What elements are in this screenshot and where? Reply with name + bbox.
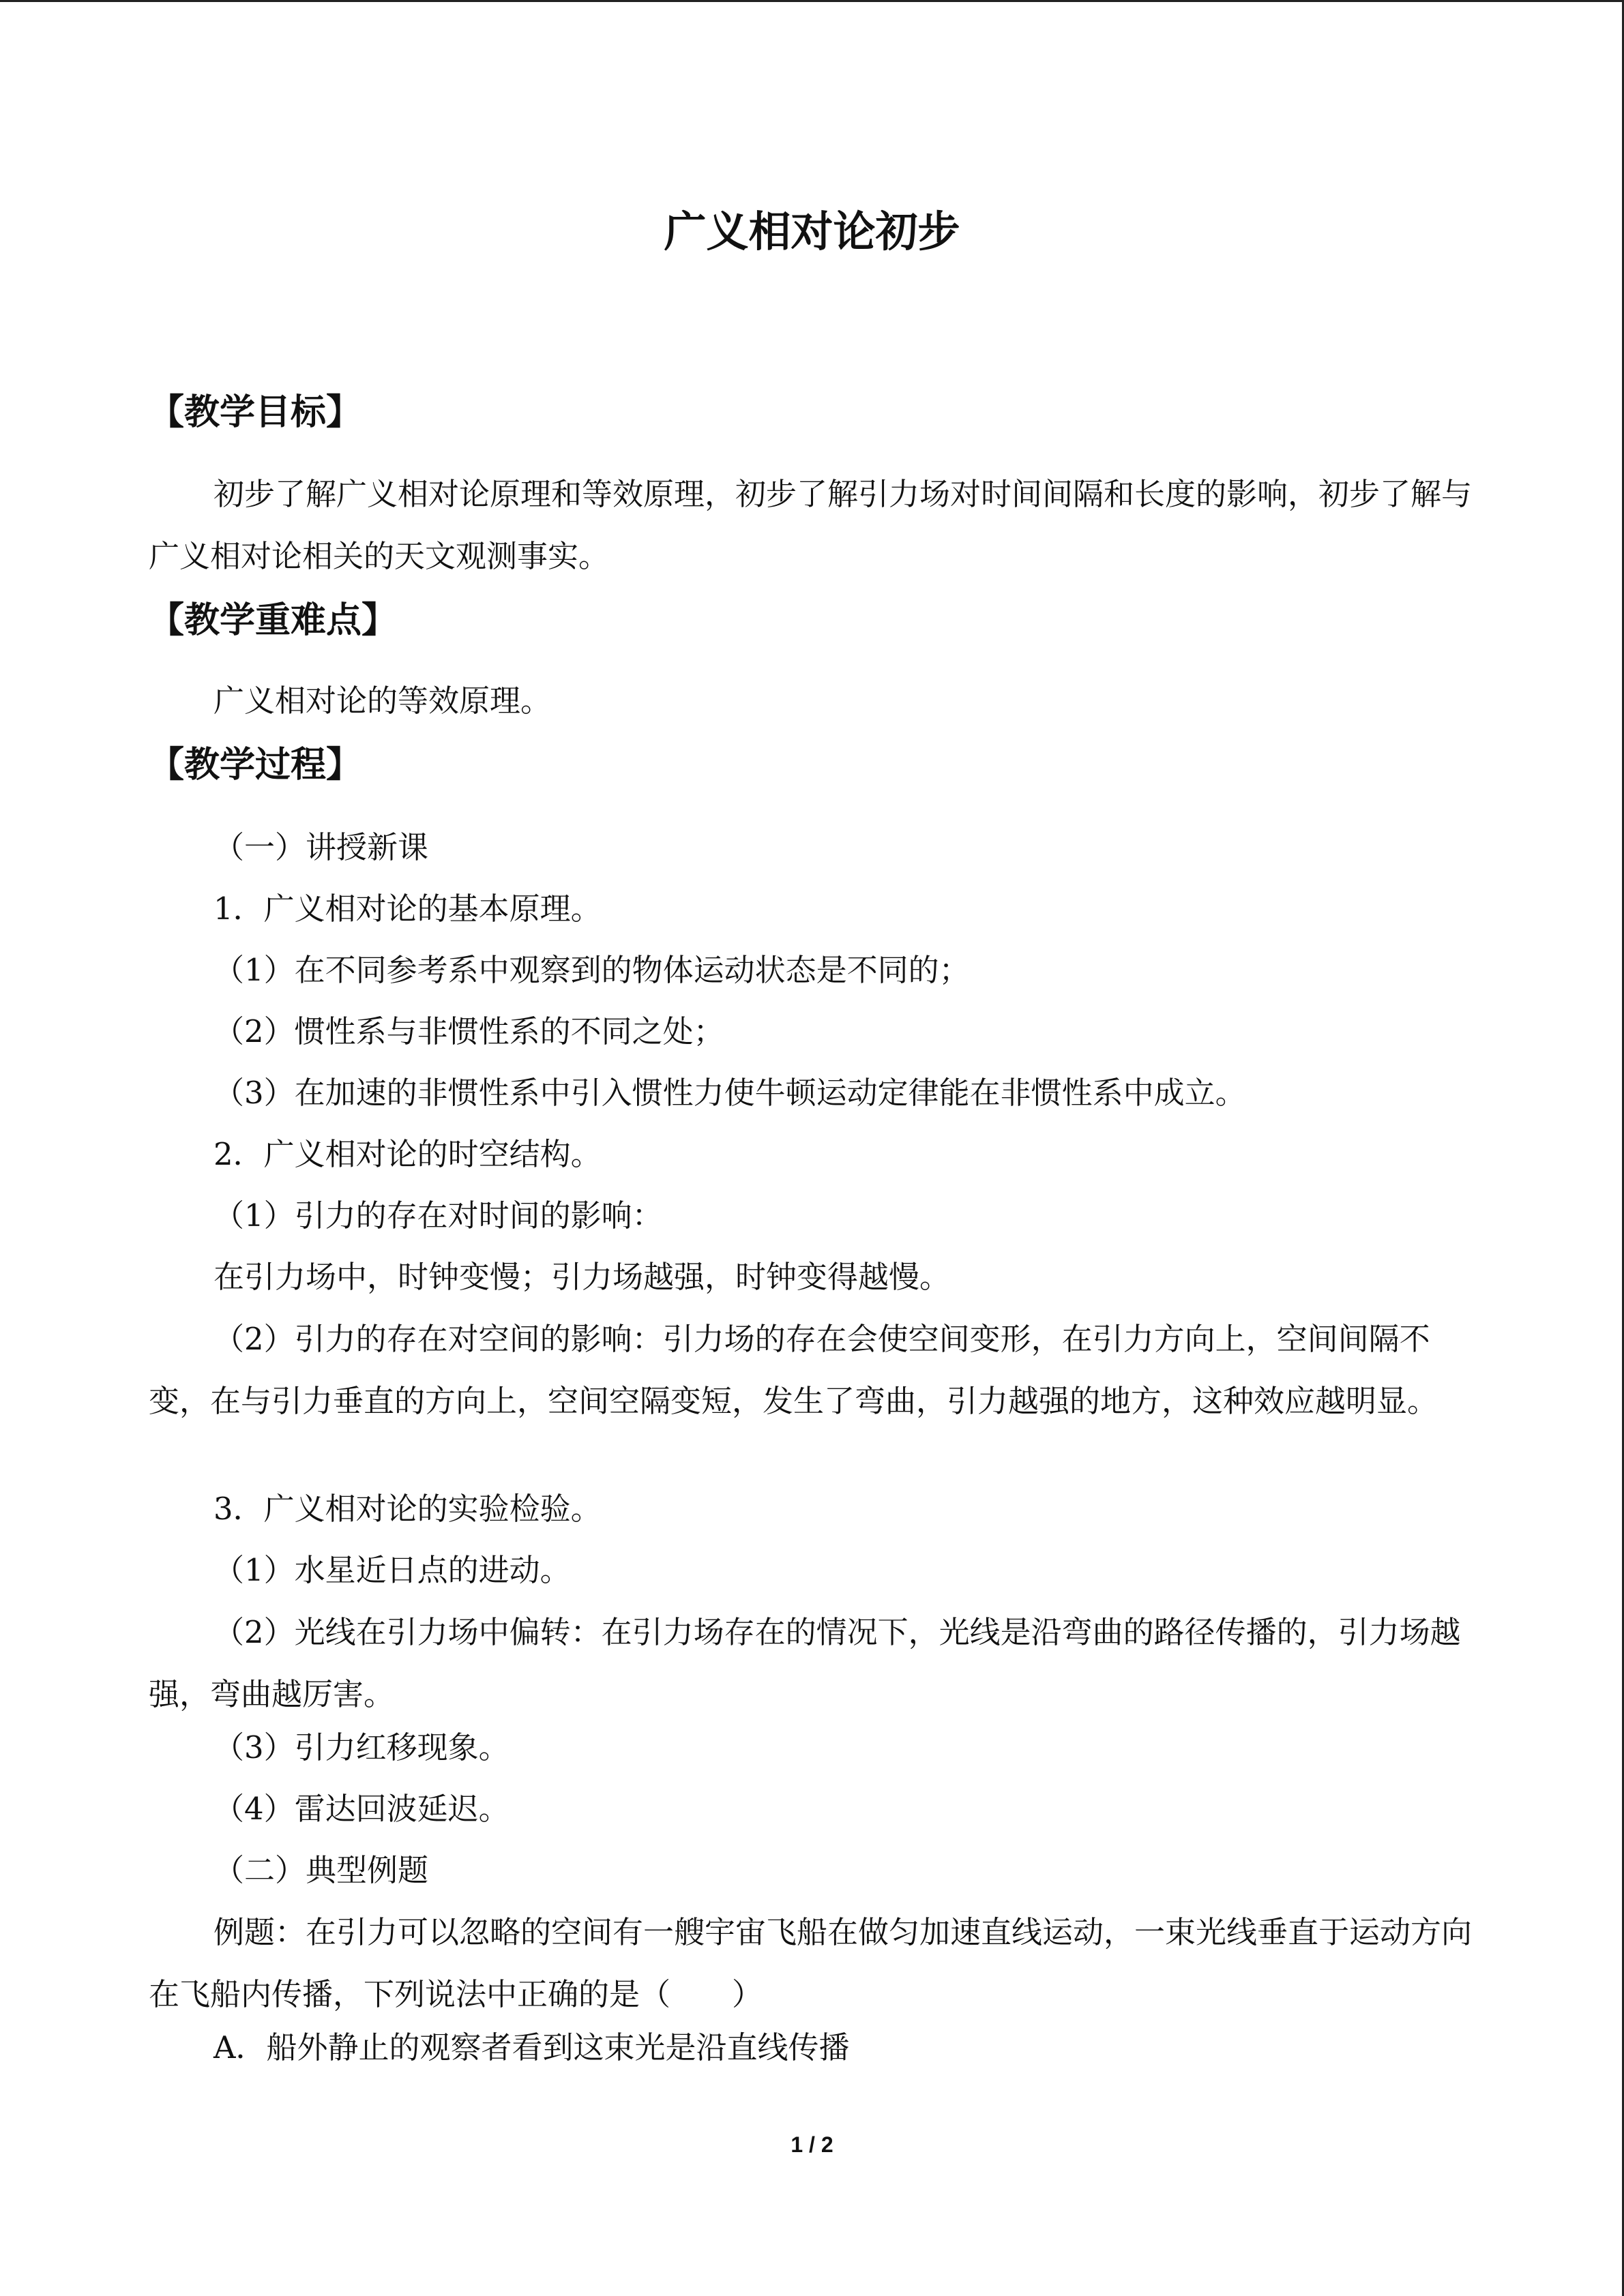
- process-point-2: 2．广义相对论的时空结构。: [213, 1136, 602, 1172]
- example-option-a: A．船外静止的观察者看到这束光是沿直线传播: [213, 2029, 850, 2066]
- process-point-2-1: （1）引力的存在对时间的影响：: [213, 1197, 663, 1234]
- page-number: 1 / 2: [791, 2132, 833, 2157]
- process-point-3-3: （3）引力红移现象。: [213, 1729, 510, 1765]
- process-point-3-4: （4）雷达回波延迟。: [213, 1791, 510, 1827]
- process-point-1-2: （2）惯性系与非惯性系的不同之处；: [213, 1013, 724, 1049]
- process-subsection-new-lesson: （一）讲授新课: [213, 829, 429, 865]
- process-point-3-1: （1）水星近日点的进动。: [213, 1552, 571, 1588]
- process-point-3: 3．广义相对论的实验检验。: [213, 1491, 602, 1527]
- page-top-border: [0, 0, 1624, 2]
- process-subsection-examples: （二）典型例题: [213, 1852, 429, 1888]
- process-point-1-1: （1）在不同参考系中观察到的物体运动状态是不同的；: [213, 952, 970, 988]
- process-point-2-2: （2）引力的存在对空间的影响：引力场的存在会使空间变形，在引力方向上，空间间隔不变，在与引力垂直的方向上，空间空隔变短，发生了弯曲，引力越强的地方，这种效应越明显。: [149, 1321, 1438, 1419]
- process-point-3-2: （2）光线在引力场中偏转：在引力场存在的情况下，光线是沿弯曲的路径传播的，引力场越强，弯曲越厉害。: [149, 1614, 1461, 1712]
- heading-key-points: 【教学重难点】: [149, 600, 398, 641]
- paragraph-key-points: 广义相对论的等效原理。: [213, 683, 552, 719]
- heading-teaching-goals: 【教学目标】: [149, 392, 362, 433]
- document-title: 广义相对论初步: [664, 207, 960, 256]
- process-point-1: 1．广义相对论的基本原理。: [213, 891, 602, 927]
- heading-teaching-process: 【教学过程】: [149, 745, 362, 786]
- process-point-1-3: （3）在加速的非惯性系中引入惯性力使牛顿运动定律能在非惯性系中成立。: [213, 1075, 1246, 1111]
- process-point-2-1-detail: 在引力场中，时钟变慢；引力场越强，时钟变得越慢。: [213, 1259, 951, 1295]
- example-question: 例题：在引力可以忽略的空间有一艘宇宙飞船在做匀加速直线运动，一束光线垂直于运动方向在飞船内传播，下列说法中正确的是（ ）: [149, 1914, 1473, 2012]
- paragraph-teaching-goals: 初步了解广义相对论原理和等效原理，初步了解引力场对时间间隔和长度的影响，初步了解与广义相对论相关的天文观测事实。: [149, 476, 1473, 574]
